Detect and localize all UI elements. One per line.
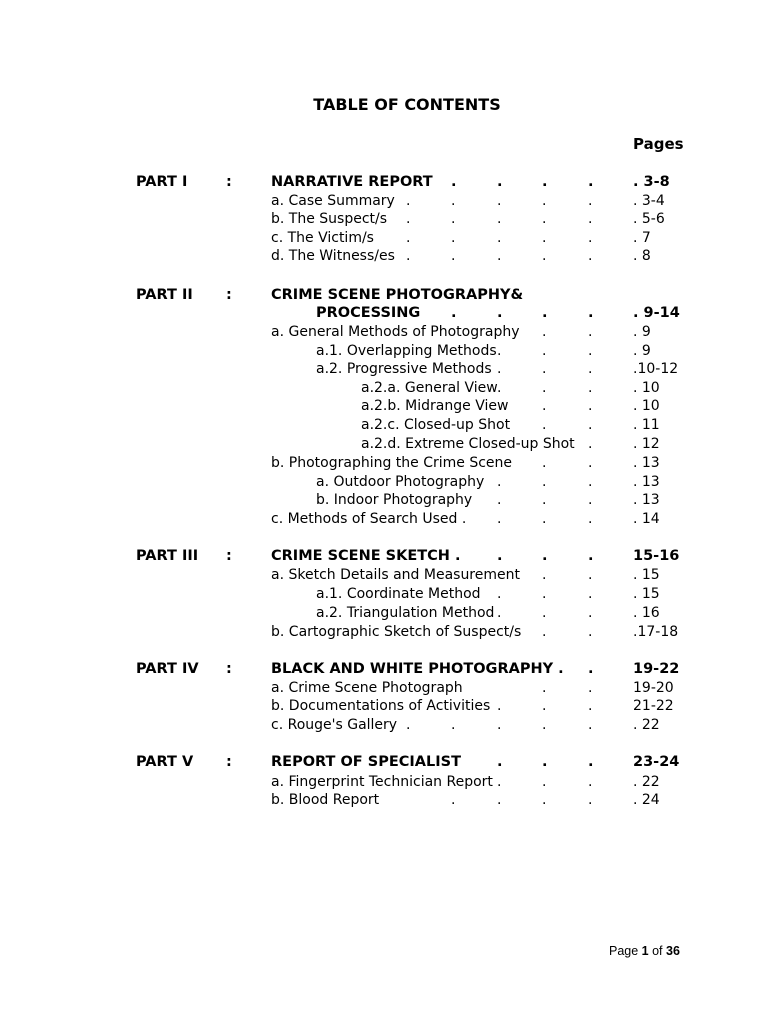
section-title: BLACK AND WHITE PHOTOGRAPHY .	[271, 661, 564, 677]
leader-dot: .	[542, 586, 547, 602]
leader-dot: .	[497, 492, 502, 508]
page-reference: . 5-6	[633, 211, 665, 227]
leader-dot: .	[588, 586, 593, 602]
toc-entry-row	[0, 585, 768, 603]
entry-title: c. Rouge's Gallery	[271, 717, 398, 733]
leader-dot: .	[406, 211, 411, 227]
leader-dot: .	[542, 324, 547, 340]
part-colon: :	[226, 754, 232, 770]
toc-entry-row	[0, 791, 768, 809]
page-reference: . 8	[633, 248, 651, 264]
leader-dot: .	[497, 548, 503, 564]
entry-title: c. The Victim/s	[271, 230, 374, 246]
leader-dot: .	[497, 511, 502, 527]
leader-dot: .	[406, 193, 411, 209]
leader-dot: .	[497, 474, 502, 490]
leader-dot: .	[542, 567, 547, 583]
page-reference: . 22	[633, 774, 660, 790]
leader-dot: .	[588, 717, 593, 733]
entry-title: a.2.b. Midrange View	[361, 398, 509, 414]
toc-entry-row	[0, 491, 768, 509]
leader-dot: .	[451, 248, 456, 264]
page-reference: . 24	[633, 792, 660, 808]
leader-dot: .	[542, 380, 547, 396]
entry-title: a. Case Summary	[271, 193, 395, 209]
section-title: CRIME SCENE SKETCH .	[271, 548, 461, 564]
leader-dot: .	[451, 717, 456, 733]
leader-dot: .	[451, 211, 456, 227]
part-colon: :	[226, 661, 232, 677]
leader-dot: .	[588, 361, 593, 377]
page-reference: . 3-4	[633, 193, 665, 209]
leader-dot: .	[542, 305, 548, 321]
leader-dot: .	[406, 248, 411, 264]
page-reference: . 13	[633, 474, 660, 490]
leader-dot: .	[588, 174, 594, 190]
entry-title: b. Documentations of Activities	[271, 698, 491, 714]
leader-dot: .	[406, 717, 411, 733]
toc-entry-row	[0, 510, 768, 528]
pages-column-header: Pages	[633, 135, 684, 153]
leader-dot: .	[588, 661, 594, 677]
toc-entry-row	[0, 716, 768, 734]
leader-dot: .	[542, 193, 547, 209]
leader-dot: .	[451, 230, 456, 246]
footer-total-pages: 36	[666, 944, 680, 958]
page-reference: . 10	[633, 398, 660, 414]
leader-dot: .	[588, 680, 593, 696]
page-reference: .10-12	[633, 361, 679, 377]
page-reference: 19-20	[633, 680, 674, 696]
entry-title: a. Sketch Details and Measurement	[271, 567, 520, 583]
page-reference: . 22	[633, 717, 660, 733]
leader-dot: .	[542, 455, 547, 471]
leader-dot: .	[588, 211, 593, 227]
page-reference: . 11	[633, 417, 660, 433]
leader-dot: .	[588, 474, 593, 490]
leader-dot: .	[497, 174, 503, 190]
entry-title: a. Outdoor Photography	[316, 474, 485, 490]
toc-entry-row	[0, 379, 768, 397]
toc-entry-row	[0, 454, 768, 472]
page-reference: . 9	[633, 324, 651, 340]
entry-title: a.2. Triangulation Method	[316, 605, 495, 621]
part-label: PART I	[136, 174, 188, 190]
leader-dot: .	[542, 398, 547, 414]
page-reference: . 12	[633, 436, 660, 452]
leader-dot: .	[588, 624, 593, 640]
leader-dot: .	[542, 474, 547, 490]
part-colon: :	[226, 174, 232, 190]
toc-entry-row	[0, 304, 768, 322]
leader-dot: .	[588, 417, 593, 433]
page-reference: . 13	[633, 492, 660, 508]
leader-dot: .	[542, 698, 547, 714]
toc-entry-row	[0, 229, 768, 247]
leader-dot: .	[542, 343, 547, 359]
leader-dot: .	[542, 417, 547, 433]
page-reference: . 16	[633, 605, 660, 621]
leader-dot: .	[451, 305, 457, 321]
toc-entry-row	[0, 773, 768, 791]
leader-dot: .	[588, 511, 593, 527]
footer-current-page: 1	[641, 944, 649, 958]
toc-entry-row	[0, 342, 768, 360]
toc-section-row	[0, 753, 768, 771]
entry-title: a.1. Overlapping Methods	[316, 343, 497, 359]
entry-title: PROCESSING	[316, 305, 421, 321]
leader-dot: .	[497, 305, 503, 321]
page-reference: 15-16	[633, 548, 680, 564]
toc-entry-row	[0, 323, 768, 341]
document-title: TABLE OF CONTENTS	[313, 95, 501, 114]
section-title: NARRATIVE REPORT	[271, 174, 433, 190]
section-title: CRIME SCENE PHOTOGRAPHY&	[271, 287, 524, 303]
leader-dot: .	[497, 193, 502, 209]
entry-title: a. General Methods of Photography	[271, 324, 520, 340]
toc-entry-row	[0, 679, 768, 697]
leader-dot: .	[497, 754, 503, 770]
part-label: PART IV	[136, 661, 199, 677]
leader-dot: .	[406, 230, 411, 246]
toc-entry-row	[0, 697, 768, 715]
leader-dot: .	[588, 436, 593, 452]
page-reference: . 15	[633, 586, 660, 602]
entry-title: a.2.c. Closed-up Shot	[361, 417, 511, 433]
toc-entry-row	[0, 397, 768, 415]
part-colon: :	[226, 287, 232, 303]
part-colon: :	[226, 548, 232, 564]
toc-section-row	[0, 547, 768, 565]
entry-title: a. Fingerprint Technician Report	[271, 774, 493, 790]
part-label: PART III	[136, 548, 199, 564]
leader-dot: .	[588, 548, 594, 564]
leader-dot: .	[542, 361, 547, 377]
leader-dot: .	[451, 174, 457, 190]
entry-title: b. Blood Report	[271, 792, 380, 808]
entry-title: a.2.a. General View	[361, 380, 498, 396]
leader-dot: .	[497, 380, 502, 396]
page-reference: . 15	[633, 567, 660, 583]
entry-title: b. Cartographic Sketch of Suspect/s	[271, 624, 522, 640]
leader-dot: .	[497, 774, 502, 790]
footer-mid: of	[648, 944, 666, 958]
footer-prefix: Page	[609, 944, 642, 958]
leader-dot: .	[542, 774, 547, 790]
leader-dot: .	[542, 680, 547, 696]
page-reference: .17-18	[633, 624, 679, 640]
leader-dot: .	[542, 248, 547, 264]
entry-title: b. Photographing the Crime Scene	[271, 455, 513, 471]
leader-dot: .	[588, 248, 593, 264]
leader-dot: .	[497, 361, 502, 377]
leader-dot: .	[588, 324, 593, 340]
leader-dot: .	[542, 754, 548, 770]
page-reference: . 9	[633, 343, 651, 359]
page-reference: 23-24	[633, 754, 680, 770]
toc-entry-row	[0, 435, 768, 453]
toc-section-row	[0, 286, 768, 304]
leader-dot: .	[451, 792, 456, 808]
page-reference: . 10	[633, 380, 660, 396]
entry-title: b. The Suspect/s	[271, 211, 388, 227]
leader-dot: .	[497, 792, 502, 808]
leader-dot: .	[588, 492, 593, 508]
leader-dot: .	[588, 698, 593, 714]
part-label: PART V	[136, 754, 194, 770]
leader-dot: .	[542, 792, 547, 808]
entry-title: a.2.d. Extreme Closed-up Shot	[361, 436, 575, 452]
toc-entry-row	[0, 360, 768, 378]
entry-title: a.1. Coordinate Method	[316, 586, 481, 602]
entry-title: c. Methods of Search Used .	[271, 511, 467, 527]
leader-dot: .	[542, 211, 547, 227]
page-reference: . 3-8	[633, 174, 670, 190]
leader-dot: .	[497, 698, 502, 714]
toc-entry-row	[0, 247, 768, 265]
leader-dot: .	[588, 193, 593, 209]
leader-dot: .	[542, 624, 547, 640]
leader-dot: .	[588, 398, 593, 414]
leader-dot: .	[588, 343, 593, 359]
leader-dot: .	[588, 605, 593, 621]
page-reference: . 14	[633, 511, 660, 527]
leader-dot: .	[588, 754, 594, 770]
toc-entry-row	[0, 192, 768, 210]
leader-dot: .	[542, 511, 547, 527]
leader-dot: .	[542, 717, 547, 733]
toc-section-row	[0, 173, 768, 191]
leader-dot: .	[588, 380, 593, 396]
leader-dot: .	[588, 230, 593, 246]
toc-entry-row	[0, 623, 768, 641]
toc-entry-row	[0, 604, 768, 622]
leader-dot: .	[542, 548, 548, 564]
leader-dot: .	[542, 174, 548, 190]
leader-dot: .	[497, 605, 502, 621]
leader-dot: .	[497, 248, 502, 264]
leader-dot: .	[588, 792, 593, 808]
leader-dot: .	[497, 586, 502, 602]
leader-dot: .	[497, 230, 502, 246]
part-label: PART II	[136, 287, 193, 303]
entry-title: a.2. Progressive Methods	[316, 361, 492, 377]
leader-dot: .	[542, 605, 547, 621]
entry-title: a. Crime Scene Photograph	[271, 680, 463, 696]
page-reference: . 9-14	[633, 305, 680, 321]
toc-entry-row	[0, 416, 768, 434]
page-reference: . 13	[633, 455, 660, 471]
leader-dot: .	[542, 230, 547, 246]
entry-title: d. The Witness/es	[271, 248, 395, 264]
leader-dot: .	[588, 455, 593, 471]
leader-dot: .	[588, 305, 594, 321]
entry-title: b. Indoor Photography	[316, 492, 473, 508]
leader-dot: .	[497, 211, 502, 227]
leader-dot: .	[497, 717, 502, 733]
leader-dot: .	[451, 193, 456, 209]
leader-dot: .	[588, 567, 593, 583]
leader-dot: .	[497, 343, 502, 359]
page-reference: 21-22	[633, 698, 674, 714]
page-reference: . 7	[633, 230, 651, 246]
leader-dot: .	[542, 492, 547, 508]
section-title: REPORT OF SPECIALIST	[271, 754, 461, 770]
toc-entry-row	[0, 566, 768, 584]
page-reference: 19-22	[633, 661, 680, 677]
toc-entry-row	[0, 210, 768, 228]
toc-entry-row	[0, 473, 768, 491]
toc-section-row	[0, 660, 768, 678]
leader-dot: .	[588, 774, 593, 790]
page-footer	[609, 944, 680, 958]
